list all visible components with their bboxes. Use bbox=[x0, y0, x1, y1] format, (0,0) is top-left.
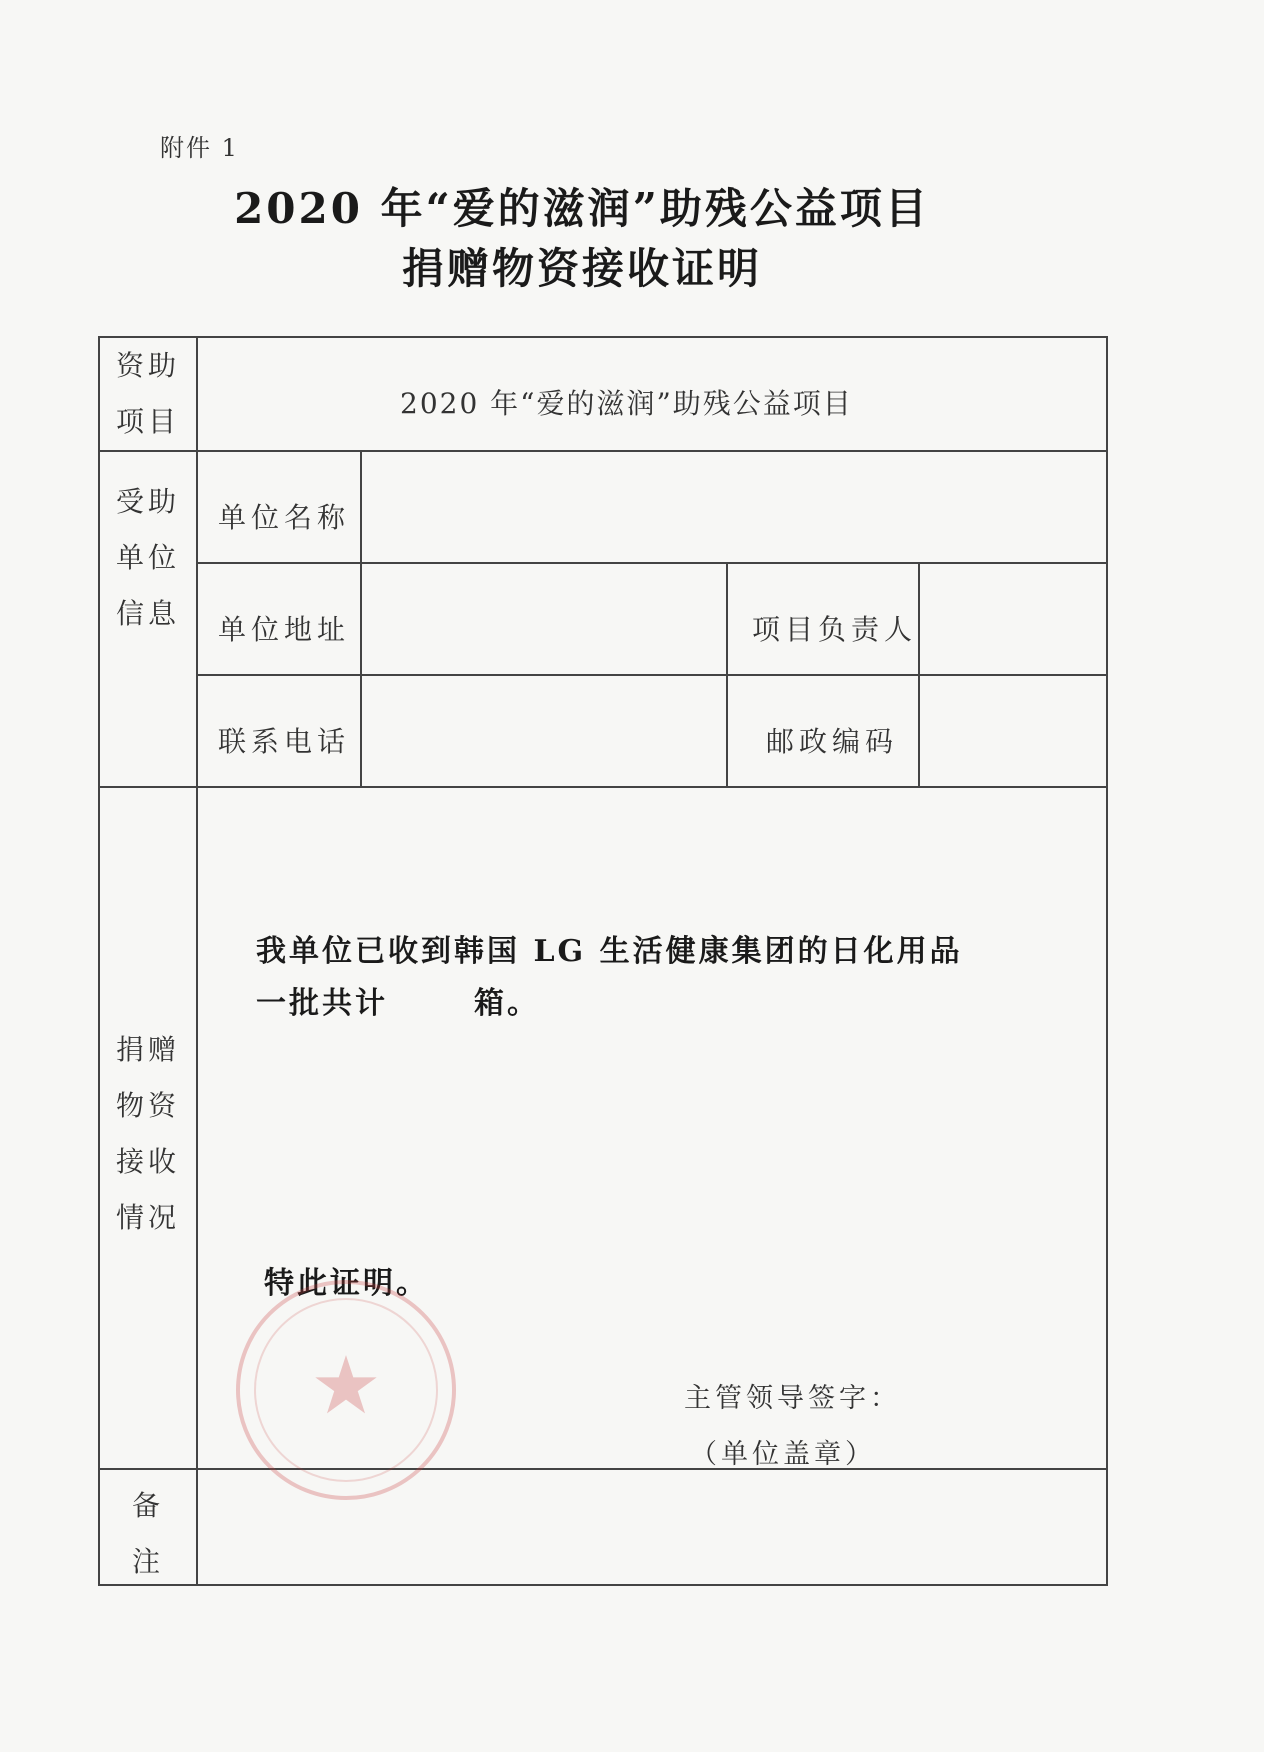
row-divider bbox=[198, 674, 1106, 676]
document-title-line1: 2020 年“爱的滋润”助残公益项目 bbox=[234, 184, 930, 233]
receipt-statement-line1: 我单位已收到韩国 LG 生活健康集团的日化用品 bbox=[256, 934, 963, 969]
label-line: 受助 bbox=[115, 485, 180, 518]
row-divider bbox=[100, 1468, 1106, 1470]
column-divider bbox=[918, 562, 920, 786]
donation-receipt-label bbox=[100, 1022, 196, 1246]
quantity-suffix: 箱。 bbox=[474, 986, 540, 1021]
row-divider bbox=[100, 786, 1106, 788]
seal-star-icon: ★ bbox=[310, 1339, 382, 1432]
receipt-statement-line2 bbox=[256, 978, 540, 1022]
unit-name-label: 单位名称 bbox=[218, 501, 351, 534]
unit-address-label: 单位地址 bbox=[218, 613, 351, 646]
label-line: 物资 bbox=[115, 1089, 180, 1122]
quantity-prefix: 一批共计 bbox=[256, 986, 388, 1021]
phone-label: 联系电话 bbox=[218, 725, 351, 758]
document-title-line2: 捐赠物资接收证明 bbox=[401, 244, 762, 293]
label-line: 资助 bbox=[115, 349, 180, 382]
project-manager-label: 项目负责人 bbox=[752, 613, 918, 646]
remark-label bbox=[100, 1478, 196, 1590]
row-divider bbox=[100, 450, 1106, 452]
label-line: 注 bbox=[131, 1545, 164, 1578]
label-line: 单位 bbox=[115, 541, 180, 574]
attachment-label: 附件 1 bbox=[160, 134, 239, 162]
label-line: 信息 bbox=[115, 597, 180, 630]
official-seal-stamp bbox=[236, 1280, 456, 1500]
label-line: 情况 bbox=[115, 1201, 180, 1234]
postcode-label: 邮政编码 bbox=[766, 725, 899, 758]
column-divider bbox=[196, 338, 198, 1584]
label-line: 项目 bbox=[115, 405, 180, 438]
row-divider bbox=[198, 562, 1106, 564]
recipient-info-label bbox=[100, 474, 196, 642]
label-line: 备 bbox=[131, 1489, 164, 1522]
label-line: 接收 bbox=[115, 1145, 180, 1178]
funded-project-value: 2020 年“爱的滋润”助残公益项目 bbox=[400, 387, 853, 420]
leader-signature-label: 主管领导签字： bbox=[684, 1383, 901, 1414]
column-divider bbox=[726, 562, 728, 786]
column-divider bbox=[360, 450, 362, 786]
unit-seal-label: （单位盖章） bbox=[690, 1439, 876, 1470]
funded-project-label bbox=[100, 338, 196, 450]
certify-text: 特此证明。 bbox=[264, 1266, 429, 1301]
label-line: 捐赠 bbox=[115, 1033, 180, 1066]
